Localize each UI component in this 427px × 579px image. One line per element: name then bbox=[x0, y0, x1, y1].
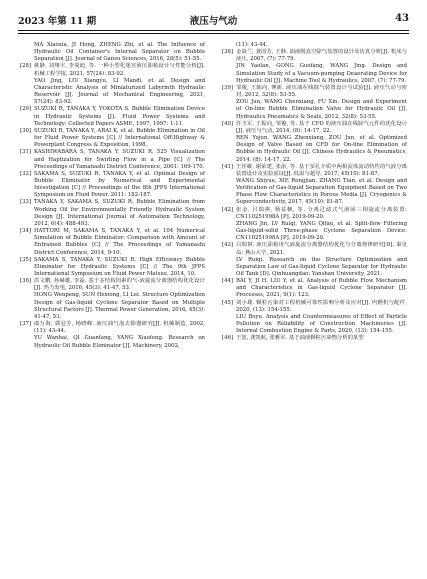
reference-number: [32] bbox=[20, 170, 31, 177]
page-number: 43 bbox=[395, 13, 409, 24]
reference-item bbox=[222, 300, 407, 336]
reference-text: YAO Jing, LIU Xiangyu, LI Mandi, et al. Design and Characteristic Analysis of Miniaturized Labyrinth Hydraulic Reservoir [J]. Journal of Mechanical Engineering, 2021, 57(24): 83-92. bbox=[34, 77, 205, 106]
reference-item bbox=[20, 63, 205, 106]
reference-text: (11): 43-44. bbox=[236, 42, 268, 48]
reference-item bbox=[20, 228, 205, 257]
reference-text: 邹俊, 王陈向, 傅新. 液压油在线除气装置设计与试验[J]. 液压气动与密封, 2012, 32(8): 53-55. bbox=[236, 84, 407, 99]
reference-number: [31] bbox=[20, 149, 31, 156]
reference-text: BAI Y, JI H, LIU Y, et al. Analysis of Bubble Flow Mechanism and Characteristics in Gas-liquid Cyclone Separator [J]. Processes, 2021, 9(1): 123. bbox=[236, 278, 407, 299]
reference-text: ZHANG Jin, LV Ruiqi, YANG Qifan, et al. Split-flow Filtering Gas-liquid-solid Three-phase Cyclone Separation Device: CN110251998A [P]. 2019-09-20. bbox=[236, 220, 407, 242]
reference-number: [33] bbox=[20, 199, 31, 206]
reference-text: JIN Yaolan, GONG Guofang, WANG Jing. Design and Simulation Study of a Vacuum-pumping Deaerating Device for Hydraulic Oil [J]. Machine Tool & Hydraulics, 2007, (7): 77-79. bbox=[236, 63, 407, 84]
reference-text: HATTORI M, SAKAMA S, TANAKA Y, et al. 104 Numerical Simulation of Bubble Eliminator: Comparison with Amount of Entrained Bubbles [C] // The Proceedings of Yamanashi District Conference, 2014, 9-10. bbox=[34, 228, 205, 256]
reference-text: LV Ruiqi. Research on the Structure Optimization and Separation Law of Gas-liquid Cyclone Separator for Hydraulic Oil Tank [D]. Qinhuangdao: Yanshan University, 2021. bbox=[236, 256, 407, 277]
reference-item bbox=[20, 171, 205, 200]
reference-text: ZOU Jun, WANG Chenxiang, FU Xin. Design and Experiment of On-line Bubble Elimination Valve for Hydraulic Oil [J]. Hydraulics Pneumatics & Seals, 2012, 32(8): 53-55. bbox=[236, 99, 407, 120]
reference-number: [43] bbox=[222, 242, 233, 249]
reference-number: [29] bbox=[20, 106, 31, 113]
reference-text: 虞万海, 郭冠芳, 杨晓峰. 液压油气泡去除器研究[J]. 机械制造, 2002, (11): 43-44. bbox=[34, 321, 205, 335]
reference-number: [41] bbox=[222, 163, 233, 170]
reference-text: 金焱兰, 龚国芳, 王静. 油液脱真空除气装置的设计及仿真分析[J]. 机床与液压, 2007, (7): 77-79. bbox=[236, 49, 407, 63]
right-column bbox=[222, 42, 407, 343]
reference-item bbox=[20, 128, 205, 149]
reference-text: 任玉军, 王振向, 邹俊, 等. 基于 CFD 的液压油在线除气元件的优化设计[J]. 液压与气动, 2014, (8): 14-17, 22. bbox=[236, 120, 407, 134]
reference-text: 吕瑞祺. 液压油箱用气液旋流分离器结构优化与分离规律研究[D]. 秦皇岛: 燕山大学, 2021. bbox=[236, 242, 407, 256]
reference-number: [38] bbox=[222, 49, 233, 56]
reference-item bbox=[222, 49, 407, 85]
reference-number: [39] bbox=[222, 84, 233, 91]
reference-text: SUZUKI R, TANAKA Y, ARAI K, et al. Bubble Elimination in Oil for Fluid Power Systems [C] // International Off-Highway & Powerplant Congress & Exposition, 1998. bbox=[34, 127, 205, 149]
reference-list bbox=[20, 63, 205, 349]
reference-item bbox=[20, 106, 205, 127]
reference-text: SUZUKI R, TANAKA Y, YOKOTA S. Bubble Elimination Device in Hydraulic Systems [J]. Fluid Power Systems and Technology: Collected Papers ASME, 1997, 1997: 1-11. bbox=[34, 106, 205, 127]
reference-text: KASHIWABARA S, TANAKA Y, SUZUKI R. 525 Visualization and Haptization for Swirling Flow in a Pipe [C] // The Proceedings of Yamanashi District Conference, 2001: 169-170. bbox=[34, 149, 205, 170]
reference-item bbox=[222, 278, 407, 299]
reference-number: [42] bbox=[222, 206, 233, 213]
reference-item bbox=[222, 164, 407, 207]
reference-text: LIU Boyu. Analysis and Countermeasures of Effect of Particle Pollution on Reliability of Construction Machineries [J]. Internal Combustion Engine & Parts, 2020, (13): 154-155. bbox=[236, 313, 407, 335]
reference-list bbox=[222, 49, 407, 342]
left-column bbox=[20, 42, 205, 350]
reference-number: [35] bbox=[20, 256, 31, 263]
reference-number: [30] bbox=[20, 127, 31, 134]
reference-text: SAKAMA S, SUZUKI R, TANAKA Y, et al. Optimal Design of Bubble Eliminator by Numerical and Experimental Investigation [C] // Proceedings of the 8th JFPS International Symposium on Fluid Power. 2011: 182-187. bbox=[34, 170, 205, 199]
reference-text: MA Xiaoxia, JI Hong, ZHENG Zhi, et al. The Influence of Hydraulic Oil Container's Internal Separator on Bubble Separation [J]. Journal of Gansu Sciences, 2016, 28(5): 51-55. bbox=[34, 42, 205, 63]
reference-number: [44] bbox=[222, 278, 233, 285]
reference-item bbox=[20, 278, 205, 321]
journal-title: 液压与气动 bbox=[189, 16, 238, 27]
reference-text: YU Wanhai, QI Guanfang, YANG Xiaofeng. Research on Hydraulic Oil Bubble Eliminator [J]. Machinery, 2002, bbox=[34, 335, 205, 349]
reference-item bbox=[20, 149, 205, 170]
reference-item bbox=[20, 321, 205, 350]
reference-text: SAKAMA S, TANAKA Y, SUZUKI R. High Efficiency Bubble Eliminator for Hydraulic Systems [C] // The 9th JFPS International Symposium on Fluid Power Matsue, 2014, 10. bbox=[34, 256, 205, 277]
reference-item bbox=[222, 121, 407, 164]
reference-text: 姚静, 刘翔宇, 李曼迪, 等. 一种小型化迷宫液压油箱设计与性能分析[J]. 机械工程学报, 2021, 57(24): 83-92. bbox=[34, 63, 205, 77]
reference-text: TANAKA Y, SAKAMA S, SUZUKI R. Bubble Elimination from Working Oil for Environmentally Friendly Hydraulic System Design [J]. International Journal of Automation Technology, 2012, 6(4): 488-493. bbox=[34, 199, 205, 227]
reference-text: 王佳維, 谢荣建, 张添, 等. 基于多孔介质中两相流体流动特性的气液分离装置设计及实验验证[J]. 低温与超导, 2017, 45(10): 81-87. bbox=[236, 163, 407, 177]
reference-number: [40] bbox=[222, 120, 233, 127]
reference-text: REN Yujun, WANG Zhenxiang, ZOU Jun, et al. Optimized Design of Valve Based on CFD for On-line Elimination of Bubble in Hydraulic Oil [J]. Chinese Hydraulics & Pneumatics, 2014, (8): 14-17, 22. bbox=[236, 135, 407, 163]
reference-text: HONG Wenpeng, SUN Hexiong, LI Lei. Structure Optimization Design of Gas-liquid Cyclone Separator Based on Multiple Structural Factors [J]. Thermal Power Generation, 2016, 45(3): 41-47, 53. bbox=[34, 292, 205, 320]
reference-item bbox=[222, 335, 407, 342]
reference-number: [37] bbox=[20, 321, 31, 328]
reference-text: WANG Shiyue, XIE Rongjian, ZHANG Tian, et al. Design and Verification of Gas-liquid Separation Equipment Based on Two Phase Flow Characteristics in Porous Media [J]. Cryogenics & Superconductivity, 2017, 45(10): 81-87. bbox=[236, 177, 407, 206]
reference-item bbox=[20, 257, 205, 278]
reference-item bbox=[222, 207, 407, 243]
issue-label: 2023 年第 11 期 bbox=[18, 16, 97, 27]
reference-number: [46] bbox=[222, 335, 233, 342]
reference-text: 刘小雄. 颗粒污染对工程机械可靠性影响分析及应对[J]. 内燃机与配件, 2020, (13): 154-155. bbox=[236, 299, 407, 313]
reference-number: [28] bbox=[20, 63, 31, 70]
reference-text: 洪文鹏, 孙赫雄, 李磊. 基于多结构因素的气-液旋流分离器结构优化设计[J]. 热力发电, 2016, 45(3): 41-47, 53. bbox=[34, 278, 205, 292]
reference-number: [34] bbox=[20, 228, 31, 235]
continued-reference bbox=[20, 42, 205, 63]
reference-text: 王宽, 龚凯航, 张雅军. 基于油液颗粒污染物分析的某型 bbox=[236, 335, 364, 342]
page-header bbox=[18, 13, 409, 29]
reference-item bbox=[20, 199, 205, 228]
reference-text: 张金, 吕瑞祺, 杨益枫, 等. 分离过滤式气液固三相旋流分离装置: CN110251998A [P]. 2019-09-20. bbox=[236, 206, 407, 220]
reference-number: [36] bbox=[20, 278, 31, 285]
reference-number: [45] bbox=[222, 299, 233, 306]
header-rule bbox=[18, 30, 409, 31]
reference-item bbox=[222, 242, 407, 278]
reference-item bbox=[222, 85, 407, 121]
